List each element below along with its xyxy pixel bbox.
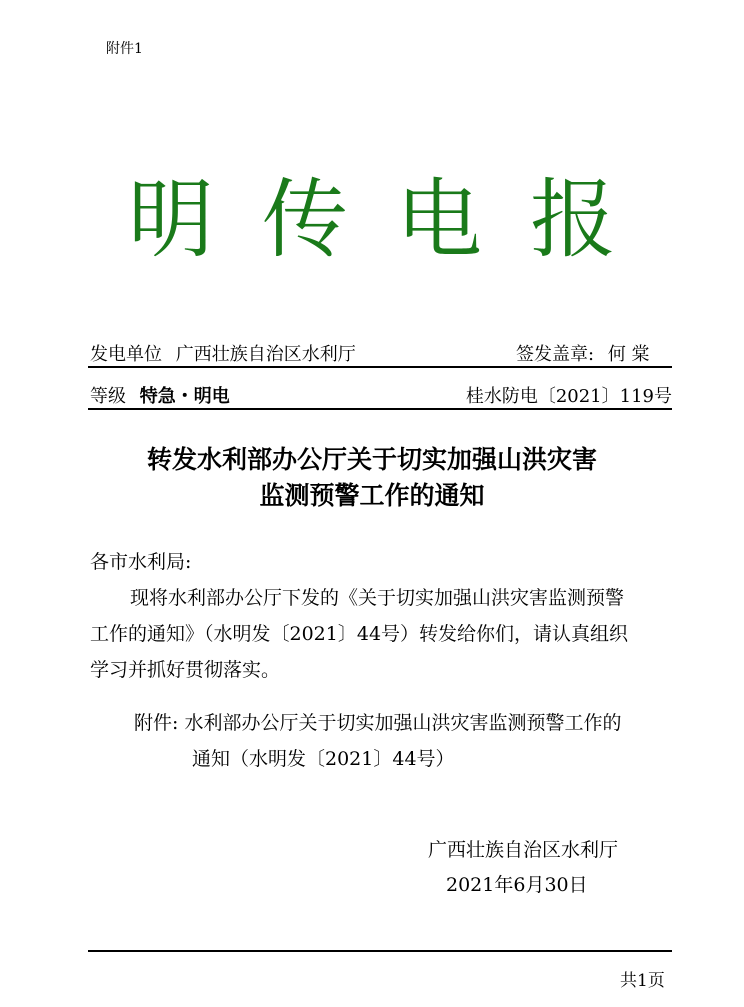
issue-date: 2021年6月30日 [446,874,588,896]
document-title-line1: 转发水利部办公厅关于切实加强山洪灾害 [146,445,597,474]
salutation: 各市水利局: [90,551,192,573]
signer-value: 何 棠 [607,344,650,365]
footer-divider [88,950,672,952]
sender-label: 发电单位 [90,344,162,365]
attachment-line: 通知（水明发〔2021〕44号） [192,748,455,770]
body-paragraph-line: 现将水利部办公厅下发的《关于切实加强山洪灾害监测预警 [130,587,625,609]
level-row [90,382,230,408]
header-divider-bottom [88,408,672,410]
telegram-title: 明传电报 [128,170,664,270]
signer-row [516,340,650,366]
level-value: 特急・明电 [139,386,230,407]
attachment-tag: 附件1 [106,41,143,57]
sender-value: 广西壮族自治区水利厅 [175,344,356,365]
header-divider-top [88,366,672,368]
level-label: 等级 [90,386,126,407]
issuer-name: 广西壮族自治区水利厅 [428,839,619,861]
signer-label: 签发盖章: [516,344,595,365]
attachment-line: 附件: 水利部办公厅关于切实加强山洪灾害监测预警工作的 [134,712,622,734]
sender-row [90,340,356,366]
page-count: 共1页 [620,971,665,991]
document-number: 桂水防电〔2021〕119号 [465,386,672,407]
body-paragraph-line: 学习并抓好贯彻落实。 [90,659,281,681]
body-paragraph-line: 工作的通知》（水明发〔2021〕44号）转发给你们，请认真组织 [90,623,629,645]
document-title-line2: 监测预警工作的通知 [259,481,485,510]
